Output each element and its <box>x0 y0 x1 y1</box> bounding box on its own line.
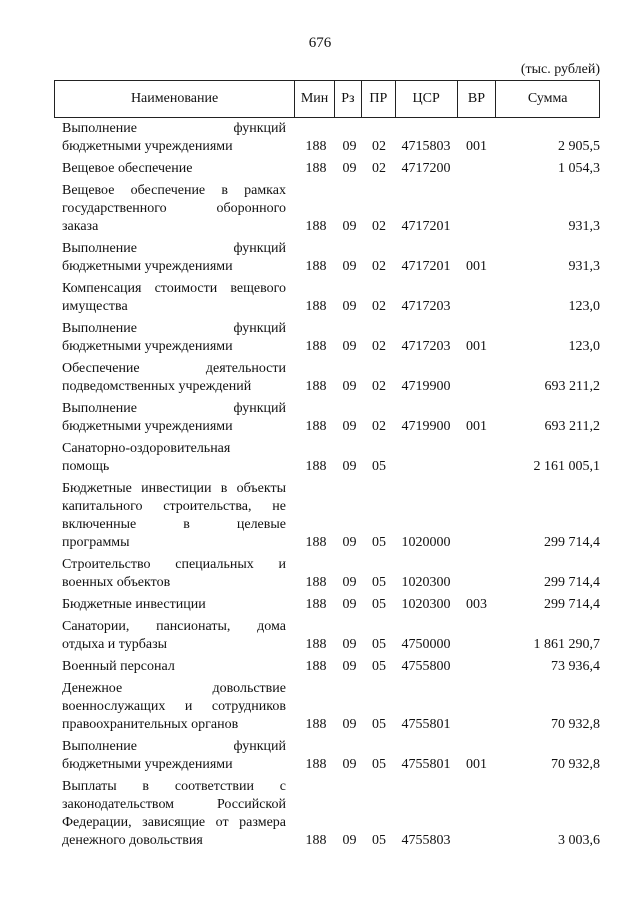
row-sum: 1 054,3 <box>558 161 600 176</box>
row-name <box>62 680 286 734</box>
row-name-line: имущества <box>62 299 128 314</box>
row-name-line: денежного довольствия <box>62 833 203 848</box>
row-name <box>62 120 286 156</box>
table-row <box>62 440 600 476</box>
row-pr: 05 <box>372 717 386 732</box>
row-pr: 05 <box>372 575 386 590</box>
row-name-line: Вещевое обеспечение в рамках <box>62 183 286 198</box>
row-csr: 4719900 <box>401 419 451 434</box>
row-min: 188 <box>305 259 327 274</box>
table-row <box>62 738 600 774</box>
header-rz: Рз <box>335 81 362 117</box>
row-name-line: законодательством Российской <box>62 797 286 812</box>
row-pr: 05 <box>372 833 386 848</box>
row-rz: 09 <box>342 659 357 674</box>
row-sum: 299 714,4 <box>544 575 600 590</box>
row-min: 188 <box>305 161 327 176</box>
row-rz: 09 <box>342 379 357 394</box>
row-name-line: военных объектов <box>62 575 171 590</box>
row-vr: 001 <box>466 139 487 154</box>
row-pr: 05 <box>372 597 386 612</box>
row-name-line: Бюджетные инвестиции в объекты <box>62 481 286 496</box>
row-vr: 001 <box>466 419 487 434</box>
row-min: 188 <box>305 219 327 234</box>
row-sum: 123,0 <box>568 339 600 354</box>
row-name-line: включенные в целевые <box>62 517 286 532</box>
row-pr: 02 <box>372 139 386 154</box>
row-name <box>62 440 286 476</box>
row-csr: 1020300 <box>401 597 451 612</box>
row-name-line: Санатории, пансионаты, дома <box>62 619 286 634</box>
row-csr: 4717201 <box>401 219 451 234</box>
table-row <box>62 182 600 236</box>
table-row <box>62 160 600 178</box>
row-name-line: бюджетными учреждениями <box>62 419 233 434</box>
row-csr: 4750000 <box>401 637 451 652</box>
row-sum: 73 936,4 <box>551 659 600 674</box>
table-row <box>62 778 600 850</box>
row-rz: 09 <box>342 833 357 848</box>
row-rz: 09 <box>342 459 357 474</box>
table-row <box>62 360 600 396</box>
row-name <box>62 280 286 316</box>
row-min: 188 <box>305 637 327 652</box>
row-min: 188 <box>305 757 327 772</box>
row-name <box>62 160 286 178</box>
row-csr: 4755803 <box>401 833 451 848</box>
row-min: 188 <box>305 575 327 590</box>
row-name-line: программы <box>62 535 130 550</box>
row-name-line: Выполнение функций <box>62 241 286 256</box>
row-csr: 4719900 <box>401 379 451 394</box>
row-name <box>62 778 286 850</box>
units-label: (тыс. рублей) <box>520 62 600 77</box>
row-pr: 05 <box>372 535 386 550</box>
table-row <box>62 120 600 156</box>
row-name-line: Выполнение функций <box>62 321 286 336</box>
row-name <box>62 400 286 436</box>
table-row <box>62 680 600 734</box>
row-name-line: бюджетными учреждениями <box>62 259 233 274</box>
row-name-line: капитального строительства, не <box>62 499 286 514</box>
row-rz: 09 <box>342 535 357 550</box>
row-name-line: Строительство специальных и <box>62 557 286 572</box>
row-min: 188 <box>305 379 327 394</box>
row-pr: 02 <box>372 161 386 176</box>
header-vr: ВР <box>458 81 497 117</box>
row-rz: 09 <box>342 419 357 434</box>
row-csr: 4755801 <box>401 757 451 772</box>
row-sum: 1 861 290,7 <box>533 637 600 652</box>
row-rz: 09 <box>342 575 357 590</box>
table-row <box>62 320 600 356</box>
row-name-line: отдыха и турбазы <box>62 637 168 652</box>
page-number: 676 <box>308 35 332 51</box>
row-name-line: бюджетными учреждениями <box>62 339 233 354</box>
table-row <box>62 240 600 276</box>
table-row <box>62 596 600 614</box>
row-pr: 02 <box>372 219 386 234</box>
row-sum: 299 714,4 <box>544 597 600 612</box>
table-row <box>62 658 600 676</box>
row-pr: 05 <box>372 659 386 674</box>
row-min: 188 <box>305 717 327 732</box>
row-pr: 02 <box>372 299 386 314</box>
header-pr: ПР <box>362 81 396 117</box>
row-csr: 4755801 <box>401 717 451 732</box>
row-name-line: Военный персонал <box>62 659 175 674</box>
row-sum: 931,3 <box>568 259 600 274</box>
row-name-line: Санаторно-оздоровительная <box>62 441 231 456</box>
row-csr: 4715803 <box>401 139 451 154</box>
row-csr: 4717201 <box>401 259 451 274</box>
row-rz: 09 <box>342 339 357 354</box>
table-row <box>62 280 600 316</box>
row-name-line: Выплаты в соответствии с <box>62 779 286 794</box>
row-name <box>62 596 286 614</box>
row-name <box>62 556 286 592</box>
row-vr: 001 <box>466 757 487 772</box>
row-sum: 2 161 005,1 <box>533 459 600 474</box>
row-sum: 693 211,2 <box>544 419 600 434</box>
row-rz: 09 <box>342 161 357 176</box>
row-pr: 02 <box>372 259 386 274</box>
row-csr: 1020000 <box>401 535 451 550</box>
header-sum: Сумма <box>527 91 568 106</box>
row-sum: 299 714,4 <box>544 535 600 550</box>
header-name: Наименование <box>55 81 295 117</box>
row-rz: 09 <box>342 139 357 154</box>
row-pr: 02 <box>372 339 386 354</box>
header-min: Мин <box>295 81 335 117</box>
row-name-line: бюджетными учреждениями <box>62 139 233 154</box>
table-row <box>62 480 600 552</box>
row-csr: 4717200 <box>401 161 451 176</box>
row-name-line: помощь <box>62 459 110 474</box>
row-name-line: Бюджетные инвестиции <box>62 597 206 612</box>
row-name <box>62 658 286 676</box>
row-vr: 001 <box>466 259 487 274</box>
row-name-line: бюджетными учреждениями <box>62 757 233 772</box>
row-pr: 02 <box>372 419 386 434</box>
row-min: 188 <box>305 139 327 154</box>
row-rz: 09 <box>342 299 357 314</box>
row-min: 188 <box>305 299 327 314</box>
header-csr: ЦСР <box>396 81 458 117</box>
table-row <box>62 556 600 592</box>
table-row <box>62 400 600 436</box>
row-min: 188 <box>305 597 327 612</box>
row-name <box>62 240 286 276</box>
row-vr: 003 <box>466 597 487 612</box>
row-name-line: правоохранительных органов <box>62 717 239 732</box>
row-sum: 931,3 <box>568 219 600 234</box>
row-name-line: Обеспечение деятельности <box>62 361 286 376</box>
row-rz: 09 <box>342 637 357 652</box>
row-rz: 09 <box>342 259 357 274</box>
row-name-line: военнослужащих и сотрудников <box>62 699 286 714</box>
row-rz: 09 <box>342 757 357 772</box>
row-pr: 05 <box>372 459 386 474</box>
row-rz: 09 <box>342 219 357 234</box>
row-name <box>62 738 286 774</box>
row-name-line: Денежное довольствие <box>62 681 286 696</box>
row-pr: 05 <box>372 757 386 772</box>
row-csr: 4755800 <box>401 659 451 674</box>
row-vr: 001 <box>466 339 487 354</box>
row-pr: 05 <box>372 637 386 652</box>
row-name <box>62 480 286 552</box>
row-min: 188 <box>305 419 327 434</box>
row-sum: 70 932,8 <box>551 757 600 772</box>
row-rz: 09 <box>342 717 357 732</box>
table-row <box>62 618 600 654</box>
row-name <box>62 182 286 236</box>
row-min: 188 <box>305 339 327 354</box>
row-name <box>62 320 286 356</box>
row-csr: 4717203 <box>401 299 451 314</box>
row-sum: 2 905,5 <box>558 139 600 154</box>
row-min: 188 <box>305 833 327 848</box>
row-sum: 70 932,8 <box>551 717 600 732</box>
row-name-line: Компенсация стоимости вещевого <box>62 281 286 296</box>
row-name-line: заказа <box>62 219 99 234</box>
row-name-line: подведомственных учреждений <box>62 379 252 394</box>
row-sum: 123,0 <box>568 299 600 314</box>
row-name <box>62 618 286 654</box>
row-name-line: государственного оборонного <box>62 201 286 216</box>
row-min: 188 <box>305 459 327 474</box>
row-name-line: Выполнение функций <box>62 121 286 136</box>
row-min: 188 <box>305 535 327 550</box>
row-name-line: Вещевое обеспечение <box>62 161 193 176</box>
row-rz: 09 <box>342 597 357 612</box>
row-min: 188 <box>305 659 327 674</box>
row-name-line: Выполнение функций <box>62 401 286 416</box>
row-pr: 02 <box>372 379 386 394</box>
table-body <box>62 120 600 854</box>
table-header <box>54 80 600 118</box>
row-name-line: Федерации, зависящие от размера <box>62 815 286 830</box>
row-sum: 693 211,2 <box>544 379 600 394</box>
row-name-line: Выполнение функций <box>62 739 286 754</box>
row-name <box>62 360 286 396</box>
row-csr: 1020300 <box>401 575 451 590</box>
row-sum: 3 003,6 <box>558 833 600 848</box>
row-csr: 4717203 <box>401 339 451 354</box>
